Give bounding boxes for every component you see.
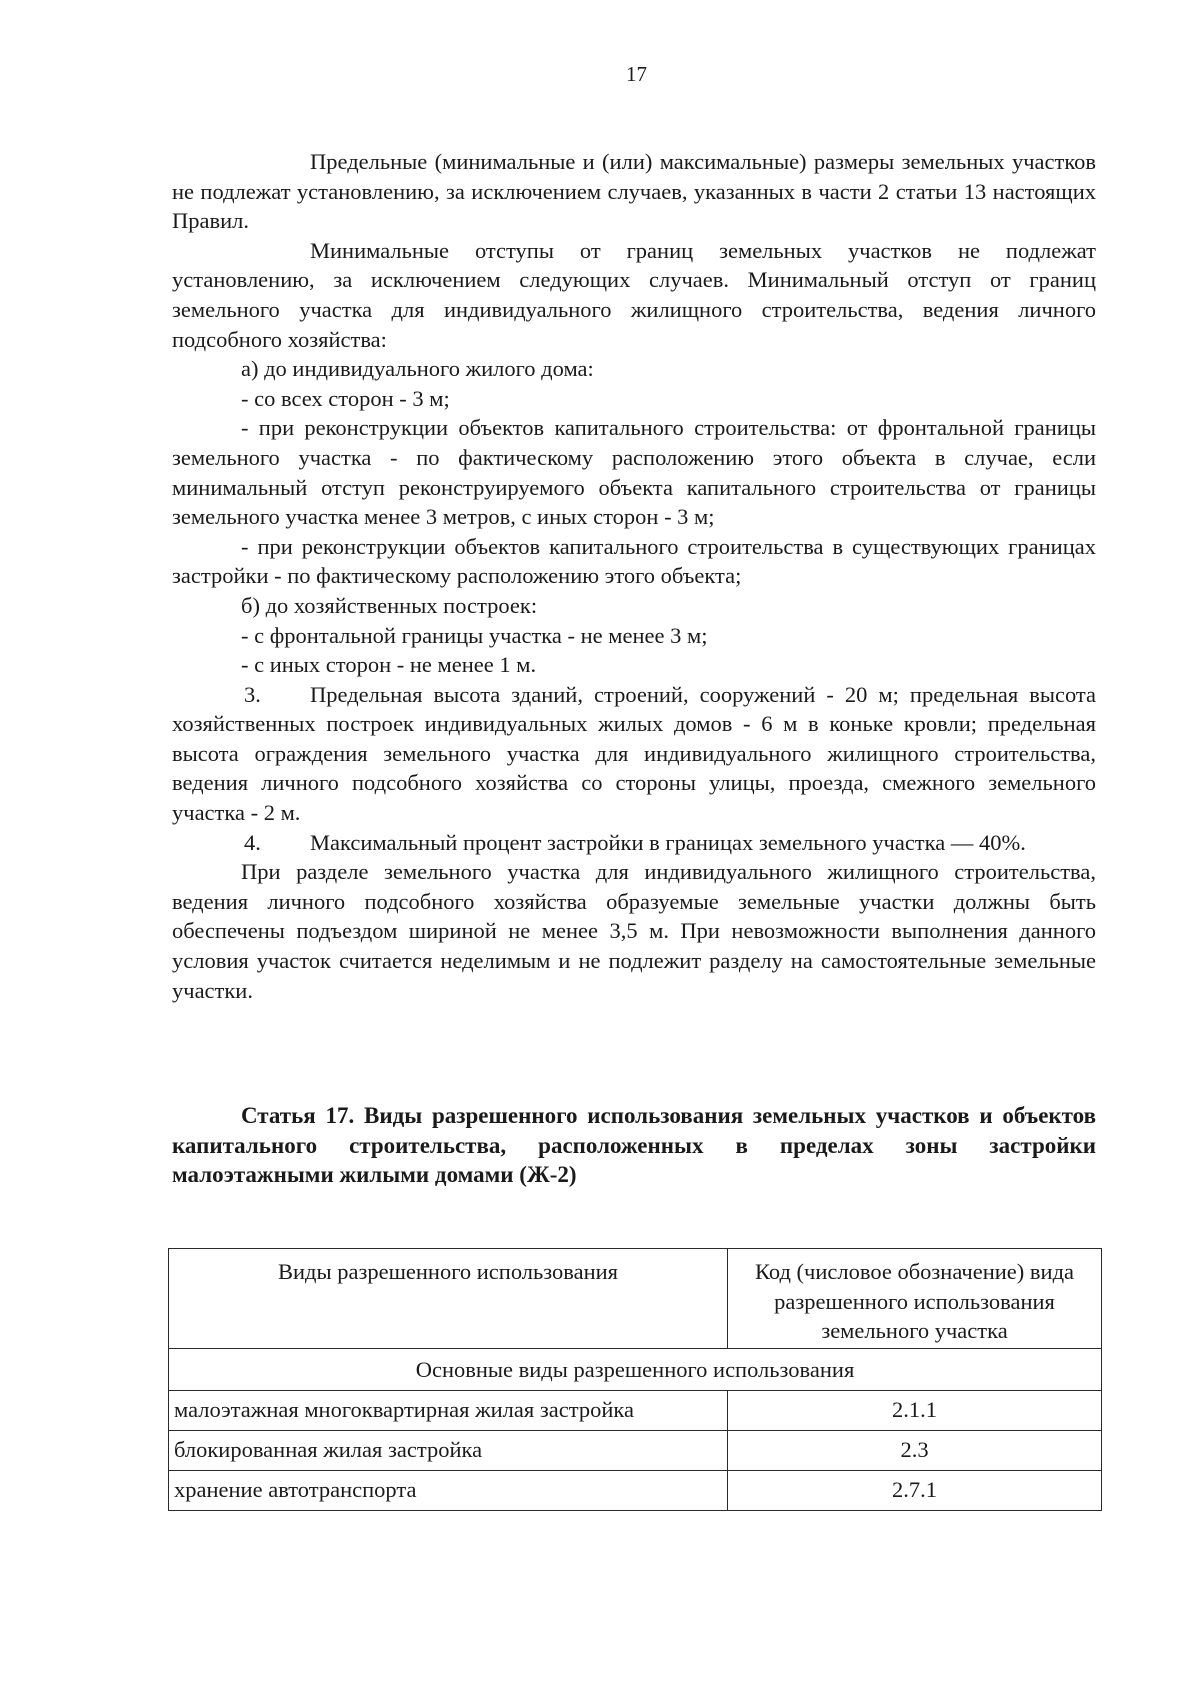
paragraph-item-b: б) до хозяйственных построек: — [241, 592, 538, 618]
use-name: блокированная жилая застройка — [169, 1430, 728, 1470]
paragraph-other-sides: - с иных сторон - не менее 1 м. — [241, 652, 537, 678]
page-number: 17 — [626, 62, 647, 86]
paragraph-front-boundary: - с фронтальной границы участка - не менее 3 м; — [241, 622, 708, 648]
paragraph-min-setbacks: Минимальные отступы от границ земельных участков не подлежат установлению, за исключением следующих случаев. Минимальный отступ от границ земельного участка для индивидуального жилищного строительства, ведения личного подсобного хозяйства: — [172, 237, 1096, 352]
paragraph-item-a: а) до индивидуального жилого дома: — [241, 356, 594, 382]
header-code: Код (числовое обозначение) вида разрешенного использования земельного участка — [728, 1249, 1102, 1349]
table-row — [169, 1470, 1102, 1510]
use-name: малоэтажная многоквартирная жилая застройка — [169, 1390, 728, 1430]
table-row — [169, 1390, 1102, 1430]
header-use-type: Виды разрешенного использования — [169, 1249, 728, 1349]
paragraph-reconstruction-existing: - при реконструкции объектов капитального строительства в существующих границах застройки - по фактическому расположению этого объекта; — [172, 533, 1096, 589]
paragraph-max-height — [172, 680, 1096, 828]
item-number: 3. — [244, 681, 261, 707]
table-row — [169, 1430, 1102, 1470]
use-code: 2.7.1 — [728, 1470, 1102, 1510]
item-number: 4. — [244, 829, 261, 855]
paragraph-max-coverage-text: Максимальный процент застройки в границах земельного участка — 40%. — [310, 829, 1026, 855]
section-title: Основные виды разрешенного использования — [169, 1348, 1102, 1390]
table-header-row — [169, 1249, 1102, 1349]
permitted-uses-table — [168, 1248, 1102, 1511]
table-section-row — [169, 1348, 1102, 1390]
paragraph-plot-division: При разделе земельного участка для индивидуального жилищного строительства, ведения личного подсобного хозяйства образуемые земельные участки должны быть обеспечены подъездом шириной не менее 3,5 м. При невозможности выполнения данного условия участок считается неделимым и не подлежит разделу на самостоятельные земельные участки. — [172, 859, 1096, 1003]
paragraph-reconstruction-front: - при реконструкции объектов капитального строительства: от фронтальной границы земельного участка - по фактическому расположению этого объекта в случае, если минимальный отступ реконструируемого объекта капитального строительства от границы земельного участка менее 3 метров, с иных сторон - 3 м; — [172, 415, 1096, 530]
use-code: 2.3 — [728, 1430, 1102, 1470]
text-block-limits — [172, 147, 1096, 1005]
use-name: хранение автотранспорта — [169, 1470, 728, 1510]
paragraph-all-sides: - со всех сторон - 3 м; — [241, 385, 450, 411]
paragraph-max-coverage — [172, 828, 1096, 858]
article-heading: Статья 17. Виды разрешенного использования земельных участков и объектов капитального строительства, расположенных в пределах зоны застройки малоэтажными жилыми домами (Ж-2) — [172, 1103, 1096, 1187]
paragraph-plot-sizes: Предельные (минимальные и (или) максимальные) размеры земельных участков не подлежат установлению, за исключением случаев, указанных в части 2 статьи 13 настоящих Правил. — [172, 149, 1096, 234]
use-code: 2.1.1 — [728, 1390, 1102, 1430]
paragraph-max-height-text: Предельная высота зданий, строений, сооружений - 20 м; предельная высота хозяйственных построек индивидуальных жилых домов - 6 м в коньке кровли; предельная высота ограждения земельного участка для индивидуального жилищного строительства, ведения личного подсобного хозяйства со стороны улицы, проезда, смежного земельного участка - 2 м. — [172, 681, 1096, 826]
